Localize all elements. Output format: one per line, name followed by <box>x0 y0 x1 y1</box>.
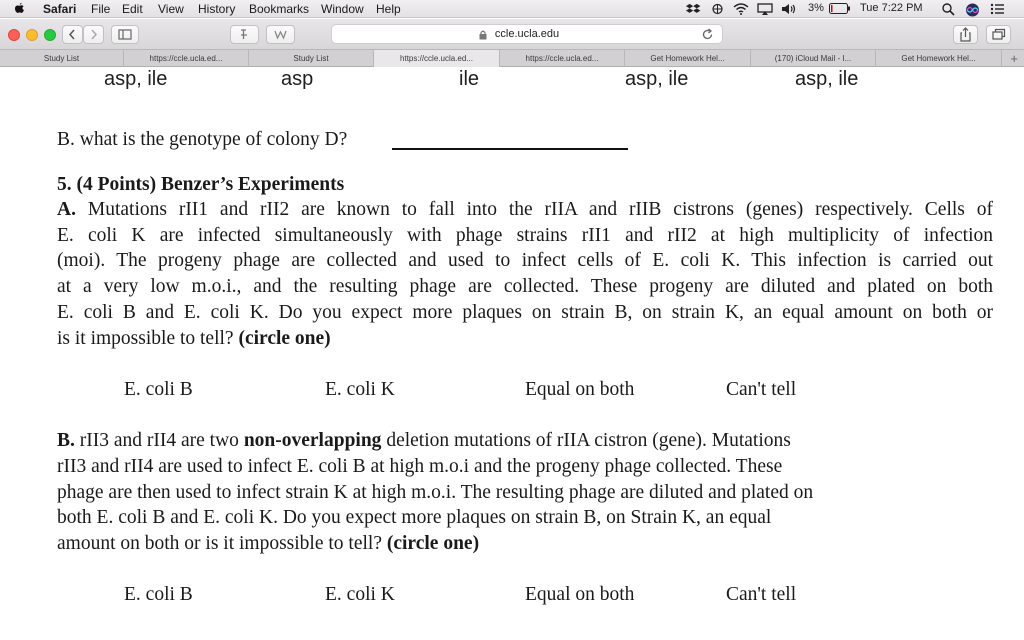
q5b-line-4: both E. coli B and E. coli K. Do you expect more plaques on strain B, on Strain K, an equal <box>57 507 772 528</box>
sidebar-button[interactable] <box>111 25 139 44</box>
battery-icon[interactable] <box>829 3 851 14</box>
q5b-last-text: amount on both or is it impossible to tell? <box>57 533 382 554</box>
browser-toolbar <box>0 19 1024 50</box>
answer-blank-line <box>392 148 628 150</box>
volume-icon[interactable] <box>781 3 797 15</box>
cut-label-2: asp <box>281 68 314 90</box>
menu-edit[interactable]: Edit <box>122 2 143 16</box>
tabs-overview-icon <box>987 26 1010 43</box>
q5a-line-3: (moi). The progeny phage are collected and used to infect cells of E. coli K. This infection is carried out <box>57 250 993 271</box>
cut-label-1: asp, ile <box>104 68 168 90</box>
question-5-title: 5. (4 Points) Benzer’s Experiments <box>57 174 345 195</box>
q5a-option-cant-tell: Can't tell <box>726 379 797 400</box>
w-letter-icon <box>267 26 294 43</box>
forward-button[interactable] <box>83 25 104 44</box>
reload-icon[interactable] <box>701 28 714 41</box>
q5a-lead: A. <box>57 199 76 220</box>
q5b-option-ecoli-b: E. coli B <box>124 584 193 605</box>
tab-ccle-3[interactable]: https://ccle.ucla.ed... <box>500 50 625 67</box>
q5a-line-5: E. coli B and E. coli K. Do you expect more plaques on strain B, on strain K, an equal amount on both or <box>57 302 993 323</box>
q5b-non-overlapping: non-overlapping <box>243 430 382 451</box>
new-tab-button[interactable]: + <box>1010 51 1018 66</box>
q5b-lead: B. <box>57 430 75 451</box>
wifi-icon[interactable] <box>733 3 749 15</box>
fullscreen-window-button[interactable] <box>44 29 56 41</box>
tab-study-list-2[interactable]: Study List <box>249 50 374 67</box>
tabs-overview-button[interactable] <box>986 25 1011 44</box>
document-page <box>0 68 1024 640</box>
cut-label-3: ile <box>459 68 480 90</box>
q5b-line-2: rII3 and rII4 are used to infect E. coli B at high m.o.i and the progeny phage collected. These <box>57 456 783 477</box>
q5b-option-equal: Equal on both <box>525 584 635 605</box>
tab-bar <box>0 50 1024 67</box>
airdrop-icon[interactable] <box>711 3 724 15</box>
notification-center-icon[interactable] <box>990 3 1005 15</box>
share-icon <box>954 26 977 43</box>
tab-study-list-1[interactable]: Study List <box>0 50 124 67</box>
q5a-line-6 <box>57 328 331 350</box>
menu-file[interactable]: File <box>91 2 111 16</box>
q5b-circle-one: (circle one) <box>386 533 480 554</box>
menu-view[interactable]: View <box>158 2 184 16</box>
battery-percent: 3% <box>808 2 824 14</box>
menu-history[interactable]: History <box>198 2 236 16</box>
q5b-line-1-a: rII3 and rII4 are two <box>79 430 239 451</box>
extension-icon <box>231 26 258 43</box>
tab-icloud-mail[interactable]: (170) iCloud Mail - I... <box>751 50 876 67</box>
menu-help[interactable]: Help <box>376 2 401 16</box>
q5a-option-ecoli-b: E. coli B <box>124 379 193 400</box>
airplay-icon[interactable] <box>757 3 773 15</box>
tab-ccle-active[interactable]: https://ccle.ucla.ed... <box>374 50 500 67</box>
q5b-option-ecoli-k: E. coli K <box>325 584 395 605</box>
q5a-line-1-text: Mutations rII1 and rII2 are known to fall into the rIIA and rIIB cistrons (genes) respectively. Cells of <box>87 199 994 220</box>
back-button[interactable] <box>62 25 83 44</box>
tab-homework-1[interactable]: Get Homework Hel... <box>625 50 751 67</box>
menu-bookmarks[interactable]: Bookmarks <box>249 2 310 16</box>
q5b-option-cant-tell: Can't tell <box>726 584 797 605</box>
q5a-option-equal: Equal on both <box>525 379 635 400</box>
dropbox-icon[interactable] <box>686 3 702 15</box>
close-window-button[interactable] <box>8 29 20 41</box>
q5a-line-4: at a very low m.o.i., and the resulting phage are collected. These progeny are diluted and plated on both <box>57 276 993 297</box>
menu-bar <box>0 0 1024 18</box>
tab-homework-2[interactable]: Get Homework Hel... <box>876 50 1002 67</box>
w-extension-button[interactable] <box>266 25 295 44</box>
menu-app-name[interactable]: Safari <box>43 2 77 16</box>
share-button[interactable] <box>953 25 978 44</box>
siri-icon[interactable] <box>965 3 980 17</box>
clock[interactable]: Tue 7:22 PM <box>860 2 923 14</box>
address-url: ccle.ucla.edu <box>494 28 560 40</box>
question-b-colony-d: B. what is the genotype of colony D? <box>57 129 348 150</box>
q5b-line-1 <box>57 430 791 452</box>
sidebar-icon <box>112 26 138 43</box>
q5a-line-2: E. coli K are infected simultaneously with phage strains rII1 and rII2 at high multiplicity of infection <box>57 225 993 246</box>
q5b-line-1-b: deletion mutations of rIIA cistron (gene). Mutations <box>386 430 791 451</box>
q5b-line-5 <box>57 533 479 555</box>
spotlight-search-icon[interactable] <box>942 3 955 16</box>
q5a-last-text: is it impossible to tell? <box>57 328 234 349</box>
q5a-circle-one: (circle one) <box>238 328 331 349</box>
apple-icon[interactable] <box>14 1 25 14</box>
extension-button[interactable] <box>230 25 259 44</box>
menu-window[interactable]: Window <box>321 2 364 16</box>
chevron-right-icon <box>84 26 103 43</box>
chevron-left-icon <box>63 26 82 43</box>
tab-ccle-1[interactable]: https://ccle.ucla.ed... <box>124 50 249 67</box>
q5a-line-1 <box>57 199 993 221</box>
minimize-window-button[interactable] <box>26 29 38 41</box>
q5a-option-ecoli-k: E. coli K <box>325 379 395 400</box>
cut-label-5: asp, ile <box>795 68 859 90</box>
cut-label-4: asp, ile <box>625 68 689 90</box>
q5b-line-3: phage are then used to infect strain K at high m.o.i. The resulting phage are diluted and plated on <box>57 482 814 503</box>
address-bar[interactable] <box>331 24 723 44</box>
